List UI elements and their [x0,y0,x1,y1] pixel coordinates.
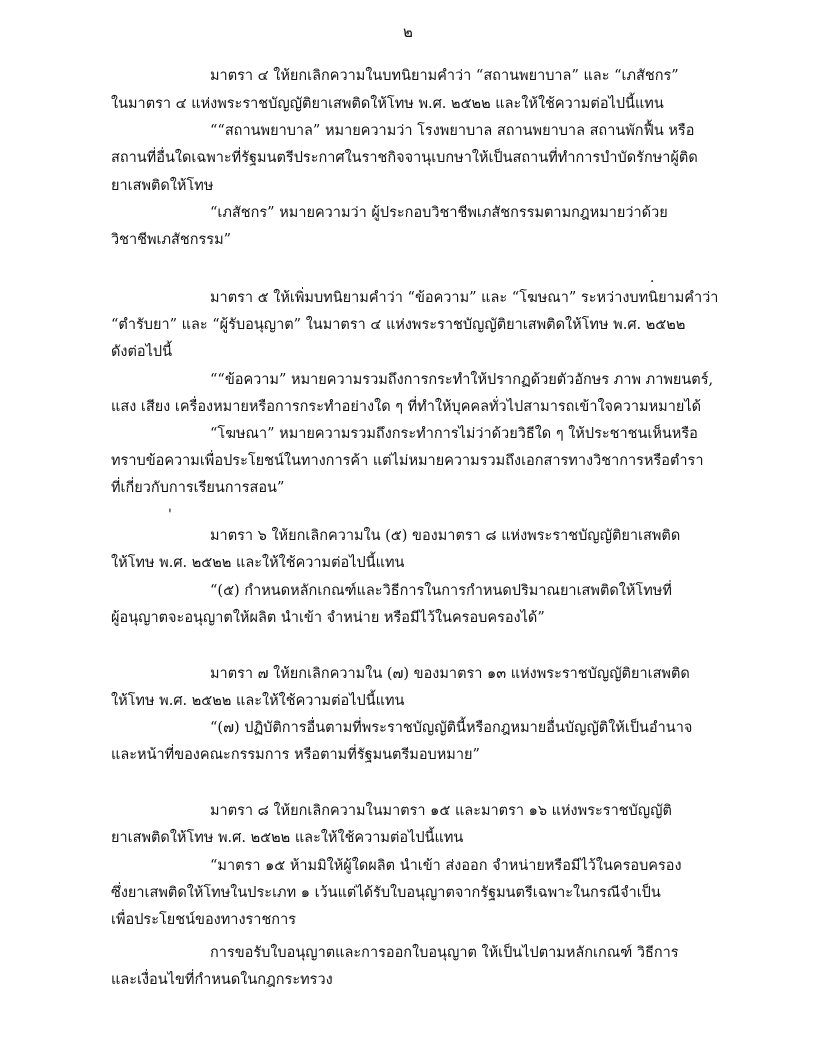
section-6-line-2: ให้โทษ พ.ศ. ๒๕๒๒ และให้ใช้ความต่อไปนี้แทน [111,555,405,571]
section-7-line-1: มาตรา ๗ ให้ยกเลิกความใน (๗) ของมาตรา ๑๓ แห่งพระราชบัญญัติยาเสพติด [210,666,690,682]
section-7-line-3: “(๗) ปฏิบัติการอื่นตามที่พระราชบัญญัตินี้หรือกฎหมายอื่นบัญญัติให้เป็นอำนาจ [210,720,693,736]
section-8-line-1: มาตรา ๘ ให้ยกเลิกความในมาตรา ๑๕ และมาตรา ๑๖ แห่งพระราชบัญญัติ [210,803,672,819]
page-number: ๒ [403,23,413,41]
section-5-line-7: ทราบข้อความเพื่อประโยชน์ในทางการค้า แต่ไม่หมายความรวมถึงเอกสารทางวิชาการหรือตำรา [111,453,704,469]
section-4-line-3: ““สถานพยาบาล” หมายความว่า โรงพยาบาล สถานพยาบาล สถานพักฟื้น หรือ [210,123,695,139]
section-4-line-4: สถานที่อื่นใดเฉพาะที่รัฐมนตรีประกาศในราชกิจจานุเบกษาให้เป็นสถานที่ทำการบำบัดรักษาผู้ติด [111,150,698,166]
section-6-line-1: มาตรา ๖ ให้ยกเลิกความใน (๕) ของมาตรา ๘ แห่งพระราชบัญญัติยาเสพติด [210,528,681,544]
section-8-line-7: และเงื่อนไขที่กำหนดในกฎกระทรวง [111,972,333,988]
section-6-line-4: ผู้อนุญาตจะอนุญาตให้ผลิต นำเข้า จำหน่าย หรือมีไว้ในครอบครองได้” [111,610,545,626]
section-4-line-1: มาตรา ๔ ให้ยกเลิกความในบทนิยามคำว่า “สถานพยาบาล” และ “เภสัชกร” [210,68,679,84]
section-4-line-7: วิชาชีพเภสัชกรรม” [111,232,232,248]
section-5-line-3: ดังต่อไปนี้ [111,344,173,360]
section-5-line-5: แสง เสียง เครื่องหมายหรือการกระทำอย่างใด ๆ ที่ทำให้บุคคลทั่วไปสามารถเข้าใจความหมายได้ [111,399,702,415]
section-8-line-3: “มาตรา ๑๕ ห้ามมิให้ผู้ใดผลิต นำเข้า ส่งออก จำหน่ายหรือมีไว้ในครอบครอง [210,858,682,874]
section-8-line-5: เพื่อประโยชน์ของทางราชการ [111,912,297,928]
section-5-line-4: ““ข้อความ” หมายความรวมถึงการกระทำให้ปรากฏด้วยตัวอักษร ภาพ ภาพยนตร์, [210,372,714,388]
section-7-line-4: และหน้าที่ของคณะกรรมการ หรือตามที่รัฐมนตรีมอบหมาย” [111,747,480,763]
scan-tick: ' [168,507,172,523]
scan-speck: · [650,274,655,290]
section-7-line-2: ให้โทษ พ.ศ. ๒๕๒๒ และให้ใช้ความต่อไปนี้แทน [111,693,405,709]
section-5-line-1: มาตรา ๕ ให้เพิ่มบทนิยามคำว่า “ข้อความ” และ “โฆษณา” ระหว่างบทนิยามคำว่า [210,290,719,306]
section-5-line-8: ที่เกี่ยวกับการเรียนการสอน” [111,480,285,496]
section-4-line-2: ในมาตรา ๔ แห่งพระราชบัญญัติยาเสพติดให้โทษ พ.ศ. ๒๕๒๒ และให้ใช้ความต่อไปนี้แทน [111,96,664,112]
section-8-line-6: การขอรับใบอนุญาตและการออกใบอนุญาต ให้เป็นไปตามหลักเกณฑ์ วิธีการ [210,945,679,961]
section-4-line-5: ยาเสพติดให้โทษ [111,178,214,194]
section-5-line-2: “ตำรับยา” และ “ผู้รับอนุญาต” ในมาตรา ๔ แห่งพระราชบัญญัติยาเสพติดให้โทษ พ.ศ. ๒๕๒๒ [111,317,686,333]
section-6-line-3: “(๕) กำหนดหลักเกณฑ์และวิธีการในการกำหนดปริมาณยาเสพติดให้โทษที่ [210,583,672,599]
section-8-line-4: ซึ่งยาเสพติดให้โทษในประเภท ๑ เว้นแต่ได้รับใบอนุญาตจากรัฐมนตรีเฉพาะในกรณีจำเป็น [111,885,661,901]
section-4-line-6: “เภสัชกร” หมายความว่า ผู้ประกอบวิชาชีพเภสัชกรรมตามกฎหมายว่าด้วย [210,205,668,221]
section-8-line-2: ยาเสพติดให้โทษ พ.ศ. ๒๕๒๒ และให้ใช้ความต่อไปนี้แทน [111,830,464,846]
section-5-line-6: “โฆษณา” หมายความรวมถึงกระทำการไม่ว่าด้วยวิธีใด ๆ ให้ประชาชนเห็นหรือ [210,426,698,442]
